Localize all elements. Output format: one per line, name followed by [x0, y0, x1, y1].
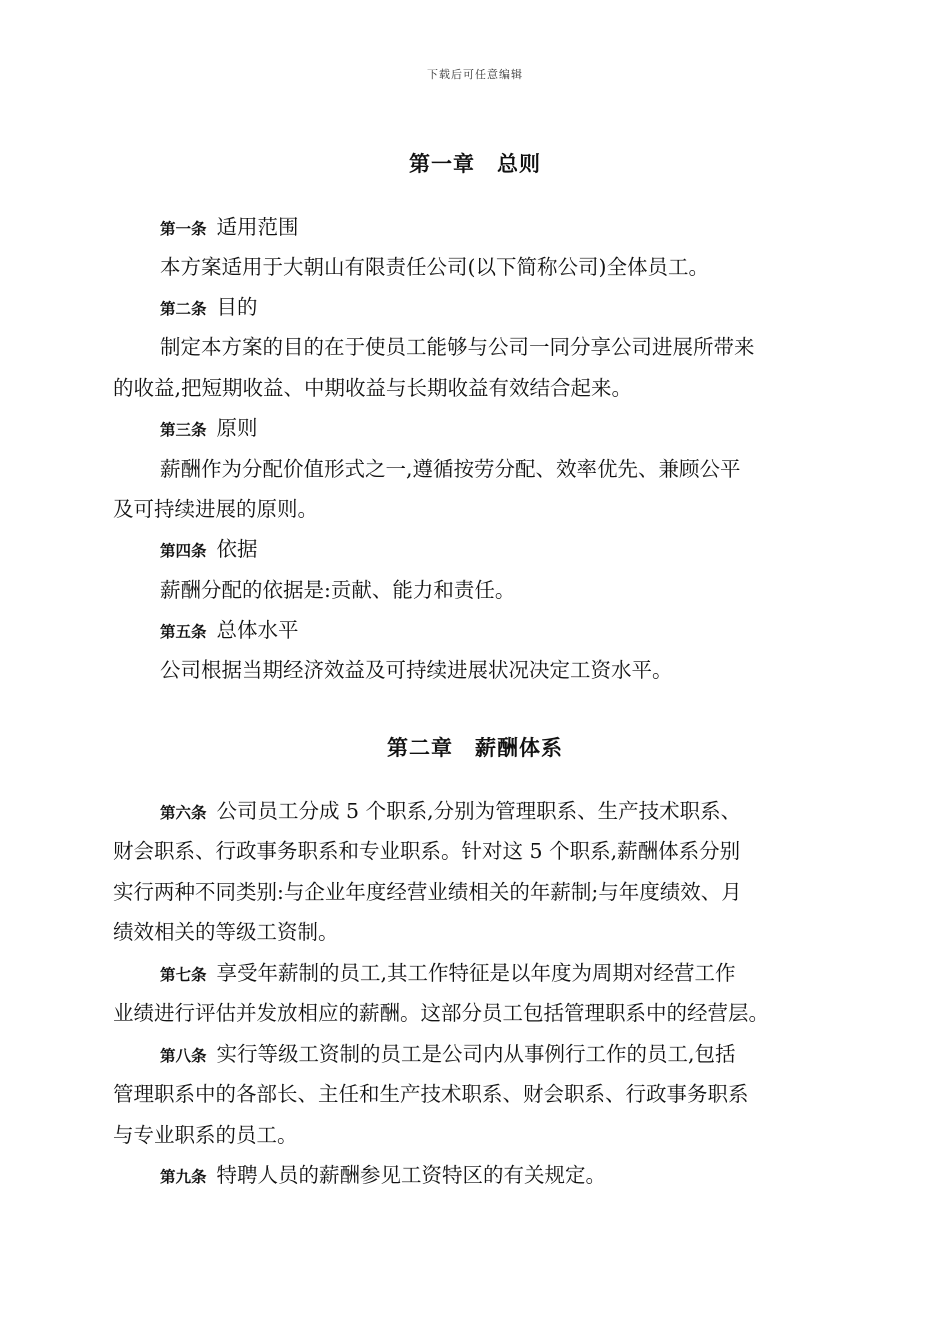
article-heading	[160, 535, 853, 565]
article-number: 第九条	[160, 1168, 207, 1186]
article-number: 第二条	[160, 300, 207, 318]
paragraph-line: 制定本方案的目的在于使员工能够与公司一同分享公司进展所带来	[160, 335, 755, 359]
article-title: 总体水平	[216, 618, 299, 642]
article-title: 目的	[216, 295, 258, 319]
article-first-line	[160, 1040, 853, 1070]
article-number: 第八条	[160, 1047, 207, 1065]
paragraph-line: 业绩进行评估并发放相应的薪酬。这部分员工包括管理职系中的经营层。	[113, 1001, 769, 1025]
article-number: 第六条	[160, 804, 207, 822]
paragraph-line: 薪酬作为分配价值形式之一,遵循按劳分配、效率优先、兼顾公平	[160, 457, 741, 481]
paragraph-line: 实行两种不同类别:与企业年度经营业绩相关的年薪制;与年度绩效、月	[113, 880, 742, 904]
paragraph-line: 财会职系、行政事务职系和专业职系。针对这 5 个职系,薪酬体系分别	[113, 839, 741, 863]
article-number: 第一条	[160, 220, 207, 238]
chapter-1-title	[0, 148, 950, 178]
article-heading	[160, 616, 853, 646]
paragraph-line: 管理职系中的各部长、主任和生产技术职系、财会职系、行政事务职系	[113, 1082, 749, 1106]
chapter-number: 第一章	[409, 152, 475, 176]
article-title: 依据	[216, 537, 258, 561]
article-number: 第三条	[160, 421, 207, 439]
article-number: 第五条	[160, 623, 207, 641]
article-heading	[160, 414, 853, 444]
article-text: 实行等级工资制的员工是公司内从事例行工作的员工,包括	[216, 1042, 736, 1066]
article-number: 第四条	[160, 542, 207, 560]
chapter-number: 第二章	[387, 736, 453, 760]
article-text: 享受年薪制的员工,其工作特征是以年度为周期对经营工作	[216, 961, 736, 985]
article-title: 适用范围	[216, 215, 299, 239]
page-header: 下载后可任意编辑	[427, 68, 523, 81]
article-text: 公司员工分成 5 个职系,分别为管理职系、生产技术职系、	[216, 799, 742, 823]
paragraph-line: 与专业职系的员工。	[113, 1123, 298, 1147]
paragraph-line: 绩效相关的等级工资制。	[113, 920, 339, 944]
paragraph-line: 及可持续进展的原则。	[113, 497, 318, 521]
paragraph-line: 的收益,把短期收益、中期收益与长期收益有效结合起来。	[113, 376, 633, 400]
article-first-line	[160, 1161, 853, 1191]
article-text: 特聘人员的薪酬参见工资特区的有关规定。	[216, 1163, 607, 1187]
paragraph-line: 薪酬分配的依据是:贡献、能力和责任。	[160, 578, 516, 602]
article-heading	[160, 293, 853, 323]
article-first-line	[160, 797, 853, 827]
article-first-line	[160, 959, 853, 989]
article-number: 第七条	[160, 966, 207, 984]
article-title: 原则	[216, 416, 258, 440]
chapter-name: 总则	[497, 152, 541, 176]
chapter-name: 薪酬体系	[475, 736, 563, 760]
paragraph-line: 本方案适用于大朝山有限责任公司(以下简称公司)全体员工。	[160, 255, 709, 279]
paragraph-line: 公司根据当期经济效益及可持续进展状况决定工资水平。	[160, 658, 673, 682]
article-heading	[160, 213, 853, 243]
chapter-2-title	[0, 732, 950, 762]
